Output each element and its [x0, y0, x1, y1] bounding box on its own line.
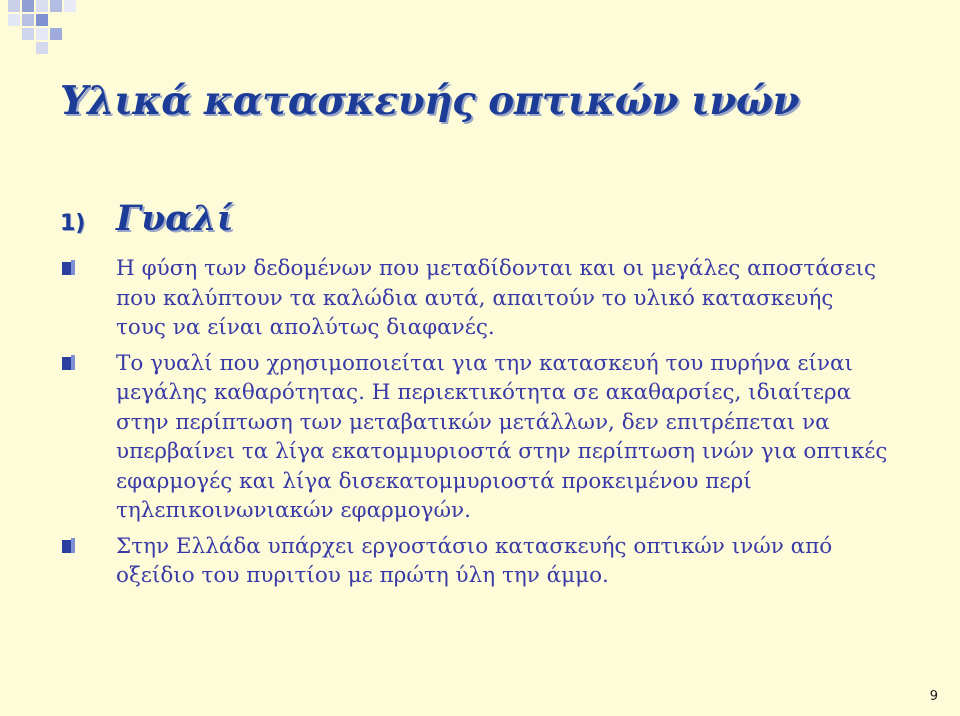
slide-title: Υλικά κατασκευής οπτικών ινών [60, 78, 800, 124]
square-bullet-icon [62, 355, 76, 373]
bullet-item [58, 254, 888, 343]
decorative-squares [0, 0, 90, 60]
page-number: 9 [929, 689, 938, 704]
bullet-list [58, 254, 888, 597]
bullet-item [58, 532, 888, 591]
square-bullet-icon [62, 260, 76, 278]
square-bullet-icon [62, 538, 76, 556]
section-label: Γυαλί [116, 198, 234, 239]
bullet-item [58, 349, 888, 526]
section-heading [60, 198, 234, 239]
bullet-text: Στην Ελλάδα υπάρχει εργοστάσιο κατασκευής οπτικών ινών από οξείδιο του πυριτίου με πρώτη ύλη την άμμο. [116, 533, 833, 588]
section-number: 1) [60, 211, 86, 236]
bullet-text: Το γυαλί που χρησιμοποιείται για την κατασκευή του πυρήνα είναι μεγάλης καθαρότητας. Η περιεκτικότητα σε ακαθαρσίες, ιδιαίτερα στην περίπτωση των μεταβατικών μετάλλων, δεν επιτρέπεται να υπερβαίνει τα λίγα εκατομμυριοστά στην περίπτωση ινών για οπτικές εφαρμογές και λίγα δισεκατομμυριοστά προκειμένου περί τηλεπικοινωνιακών εφαρμογών. [116, 350, 888, 523]
bullet-text: Η φύση των δεδομένων που μεταδίδονται και οι μεγάλες αποστάσεις που καλύπτουν τα καλώδια αυτά, απαιτούν το υλικό κατασκευής τους να είναι απολύτως διαφανές. [116, 256, 877, 340]
